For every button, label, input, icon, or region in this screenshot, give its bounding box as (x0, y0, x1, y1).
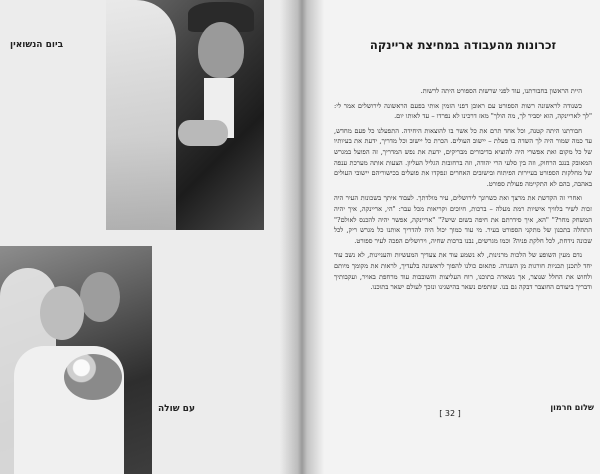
bride-veil (106, 0, 176, 230)
article-body (334, 86, 592, 396)
groom-face (198, 22, 244, 78)
right-page (324, 0, 600, 474)
wedding-photo (106, 0, 264, 230)
paragraph: כשנודה לראשונה רשות הספורט עם ראובן דפני הזמין אותי בפעם הראשונה לירושלים אמר לי: "לך לאריינקה, הוא יסביר לך, מה הולך" מאז דרכינו לא נפרדו – עד לאותו יום. (334, 101, 592, 121)
left-page (0, 0, 280, 474)
caption-with-shula: עם שולה (158, 404, 195, 414)
paragraph: נדם מעין השופע של הלכות מרנינות, לא נשמע עוד את צעדיך המעשיות והעניינות, לא נשב עוד יחד לתכנן תכניות חורגות מן השגרה. פתאום כולנו להפוך לראשונה בלעדיך, לראות את מקומך מיותם ולחוש את החלל שנוצר, אך נשארה בתוכנו, רוח העליצות והשובבות עוד מרחפת באויר, ועקבותיך ודבריך ביעודם החוצבר דבקה גם בנו. שותפים נשאר בהישגינו ונזכך לעולם ישאר בתוכנו. (334, 251, 592, 292)
paragraph: ואחרי זה הקדשת את מרצך ואת כשרונך לירושלים, עיר מולדתך. לעבוד איתך בשכונות העיר היה זכות לשיר בלוויך אישיות רמת מעלה – ברכות, חיוכים וקריאות מכל עבר: "הי, אריינקה, איך יהיה המשחק מחר?" "הא, איך סידרתם את חיפה בשום שיש?" "אריינקה, אפשר יהיה להכנס לאולם?" התחלה בתכנון של מתקני הספורט בעיר. מי עוד כמוך יכול היה להדריך אותנו כל מגרש ריק, לכל שכונה נידחת, לכל חלקת פניה? וכמו מגרשים, נבנו ברכות שחיה, וירושלים הפכה לעיר ספורט. (334, 194, 592, 245)
groom-face (80, 272, 120, 322)
caption-wedding-day: ביום הנשואין (10, 40, 64, 50)
article-title: זכרונות מהעבודה במחיצת אריינקה (369, 38, 557, 52)
author-signature: שלום חרמון (550, 403, 594, 412)
couple-photo (0, 246, 152, 474)
bride-face (40, 286, 84, 340)
joined-hands (178, 120, 228, 146)
paragraph: היית הראשון בחבורתנו, עוד לפני שרשות הספורט היתה לרשות. (420, 87, 582, 95)
page-gutter (280, 0, 324, 474)
paragraph: חבורתנו היתה קטנה, וכל אחד תרם את כל אשר בו להוצאות היחידה. התפעלנו כל פעם מחדש, עד כמה שמור היה לך השדה בו פעלת – יישוב העולים. הכרת כל יישוב וכל מדריך, ידעת את בעיותיו של כל מקום ואת אפשרי היה להוציא בדיבורים מבריקים, ידעת את נפש המדריך, זה הפועל במגרש המאובק בנגב הרחוק, וזה בין סלעי הרי יהודה, וזה ברחובות הגליל העליון. הצעות אותה מערכת ענפה של מחלקות הספורט בעיירות הפיתוח ובישובים האחרים ונפקדו את פועלים בכישוריהם יישובי העולים באהבה, בהם לא התקיימה פעולת ספורט. (334, 126, 592, 188)
bouquet (64, 354, 122, 400)
page-number: [ 32 ] (439, 409, 461, 418)
